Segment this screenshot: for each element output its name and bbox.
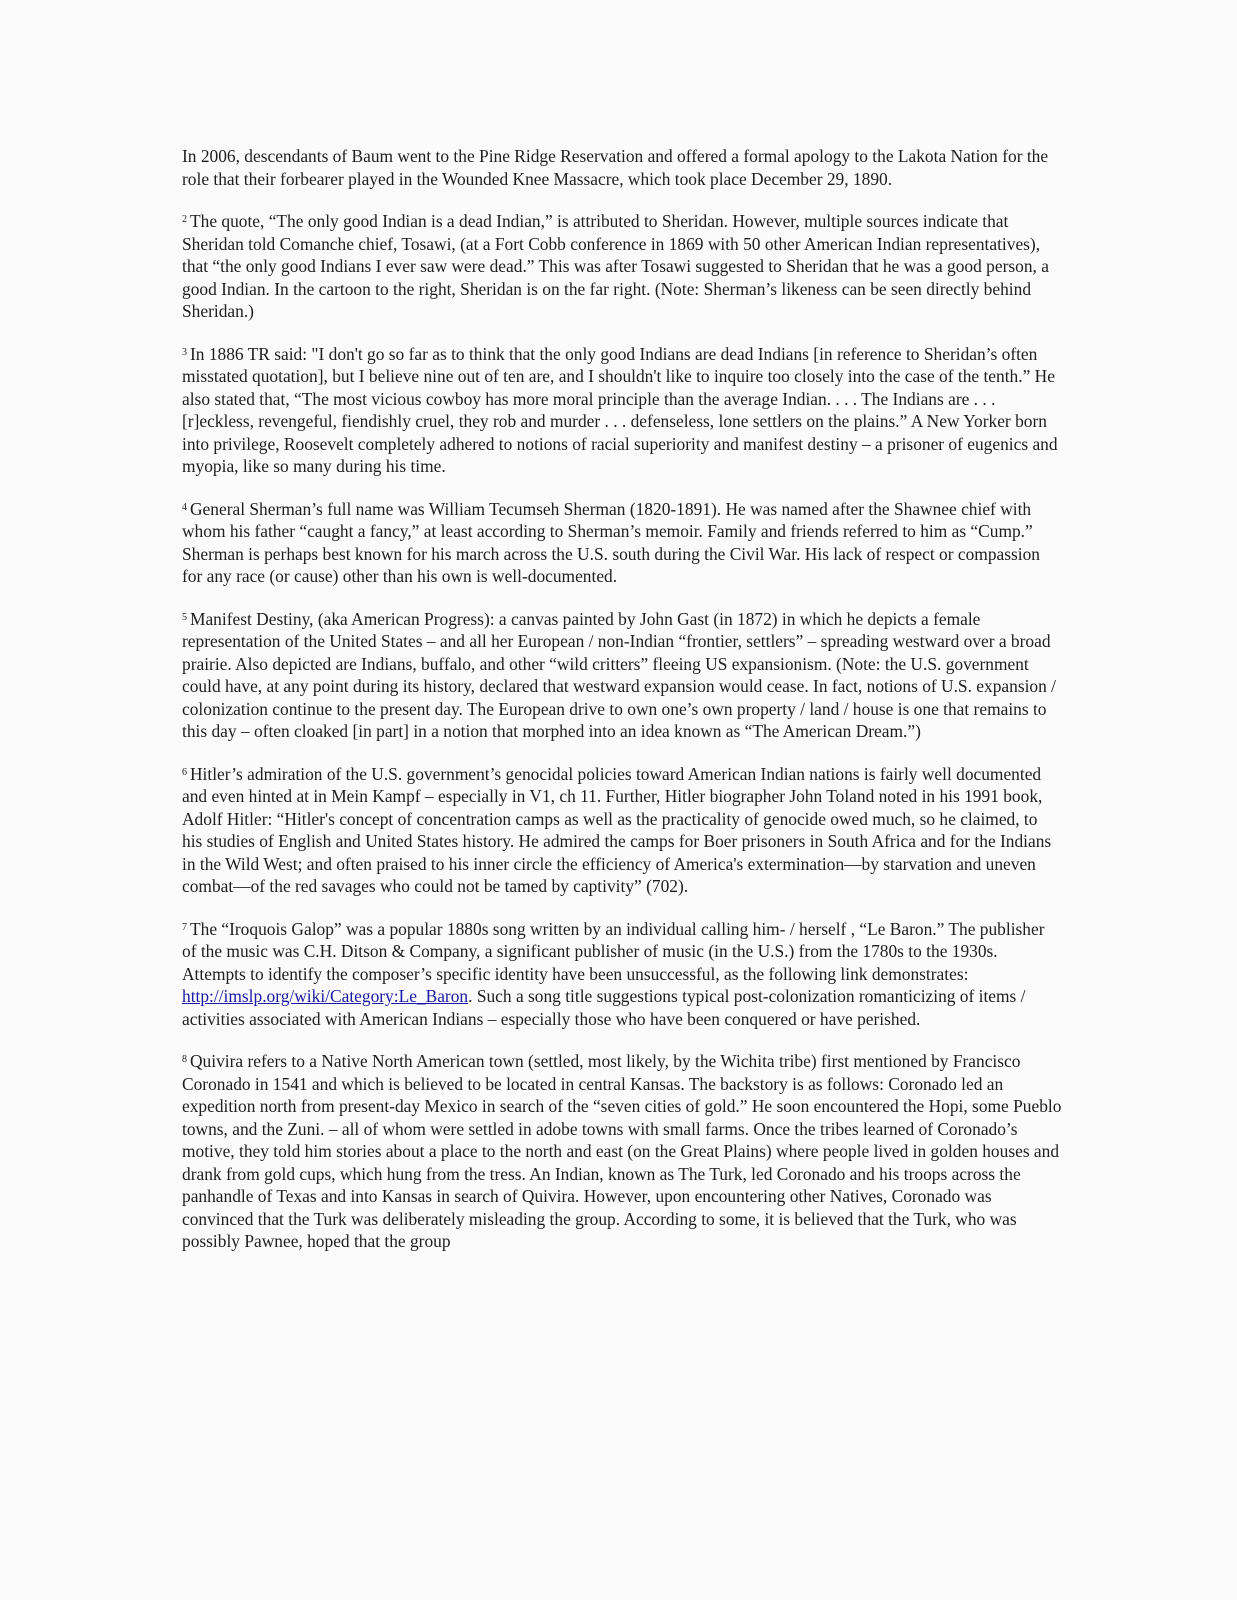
footnote-marker: 2 xyxy=(182,214,187,225)
footnote-marker: 3 xyxy=(182,346,187,358)
footnote-6 xyxy=(182,763,1062,898)
footnote-marker: 8 xyxy=(182,1054,187,1065)
footnote-8 xyxy=(182,1050,1062,1253)
footnote-2 xyxy=(182,210,1062,323)
footnote-text: In 1886 TR said: "I don't go so far as to think that the only good Indians are dead Indians [in reference to Sheridan’s often misstated quotation], but I believe nine out of ten are, and I shouldn't like to inquire too closely into the case of the tenth.” He also stated that, “The most vicious cowboy has more moral principle than the average Indian. . . . The Indians are . . . [r]eckless, revengeful, fiendishly cruel, they rob and murder . . . defenseless, lone settlers on the plains.” A New Yorker born into privilege, Roosevelt completely adhered to notions of racial superiority and manifest destiny – a prisoner of eugenics and myopia, like so many during his time. xyxy=(182,343,1058,476)
footnote-text: The quote, “The only good Indian is a dead Indian,” is attributed to Sheridan. However, multiple sources indicate that Sheridan told Comanche chief, Tosawi, (at a Fort Cobb conference in 1869 with 50 other American Indian representatives), that “the only good Indians I ever saw were dead.” This was after Tosawi suggested to Sheridan that he was a good person, a good Indian. In the cartoon to the right, Sheridan is on the far right. (Note: Sherman’s likeness can be seen directly behind Sheridan.) xyxy=(182,211,1049,321)
footnote-marker: 5 xyxy=(182,611,187,623)
footnote-text: Hitler’s admiration of the U.S. government’s genocidal policies toward American Indian nations is fairly well documented and even hinted at in Mein Kampf – especially in V1, ch 11. Further, Hitler biographer John Toland noted in his 1991 book, Adolf Hitler: “Hitler's concept of concentration camps as well as the practicality of genocide owed much, so he claimed, to his studies of English and United States history. He admired the camps for Boer prisoners in South Africa and for the Indians in the Wild West; and often praised to his inner circle the efficiency of America's extermination—by starvation and uneven combat—of the red savages who could not be tamed by captivity” (702). xyxy=(182,763,1052,896)
footnote-4 xyxy=(182,498,1062,588)
footnote-text-continued: . Such a song title suggestions typical post-colonization romanticizing of items / activities associated with American Indians – especially those who have been conquered or have perished. xyxy=(182,986,1026,1029)
footnote-marker: 7 xyxy=(182,921,187,933)
footnote-text: The “Iroquois Galop” was a popular 1880s song written by an individual calling him- / herself , “Le Baron.” The publisher of the music was C.H. Ditson & Company, a significant publisher of music (in the U.S.) from the 1780s to the 1930s. Attempts to identify the composer’s specific identity have been unsuccessful, as the following link demonstrates: xyxy=(182,918,1045,984)
intro-paragraph: In 2006, descendants of Baum went to the Pine Ridge Reservation and offered a formal apology to the Lakota Nation for the role that their forbearer played in the Wounded Knee Massacre, which took place December 29, 1890. xyxy=(182,146,1049,189)
footnote-5 xyxy=(182,608,1062,743)
footnote-text: General Sherman’s full name was William Tecumseh Sherman (1820-1891). He was named after the Shawnee chief with whom his father “caught a fancy,” at least according to Sherman’s memoir. Family and friends referred to him as “Cump.” Sherman is perhaps best known for his march across the U.S. south during the Civil War. His lack of respect or compassion for any race (or cause) other than his own is well-documented. xyxy=(182,498,1040,586)
footnote-text: Manifest Destiny, (aka American Progress): a canvas painted by John Gast (in 1872) in which he depicts a female representation of the United States – and all her European / non-Indian “frontier, settlers” – spreading westward over a broad prairie. Also depicted are Indians, buffalo, and other “wild critters” fleeing US expansionism. (Note: the U.S. government could have, at any point during its history, declared that westward expansion would cease. In fact, notions of U.S. expansion / colonization continue to the present day. The European drive to own one’s own property / land / house is one that remains to this day – often cloaked [in part] in a notion that morphed into an idea known as “The American Dream.”) xyxy=(182,608,1056,741)
footnote-marker: 4 xyxy=(182,501,187,513)
imslp-link[interactable]: http://imslp.org/wiki/Category:Le_Baron xyxy=(182,986,469,1006)
document-page xyxy=(182,145,1062,1273)
footnote-3 xyxy=(182,343,1062,478)
footnote-text: Quivira refers to a Native North American town (settled, most likely, by the Wichita tribe) first mentioned by Francisco Coronado in 1541 and which is believed to be located in central Kansas. The backstory is as follows: Coronado led an expedition north from present-day Mexico in search of the “seven cities of gold.” He soon encountered the Hopi, some Pueblo towns, and the Zuni. – all of whom were settled in adobe towns with small farms. Once the tribes learned of Coronado’s motive, they told him stories about a place to the north and east (on the Great Plains) where people lived in golden houses and drank from gold cups, which hung from the tress. An Indian, known as The Turk, led Coronado and his troops across the panhandle of Texas and into Kansas in search of Quivira. However, upon encountering other Natives, Coronado was convinced that the Turk was deliberately misleading the group. According to some, it is believed that the Turk, who was possibly Pawnee, hoped that the group xyxy=(182,1051,1062,1251)
footnote-marker: 6 xyxy=(182,766,187,778)
footnote-7 xyxy=(182,918,1062,1031)
